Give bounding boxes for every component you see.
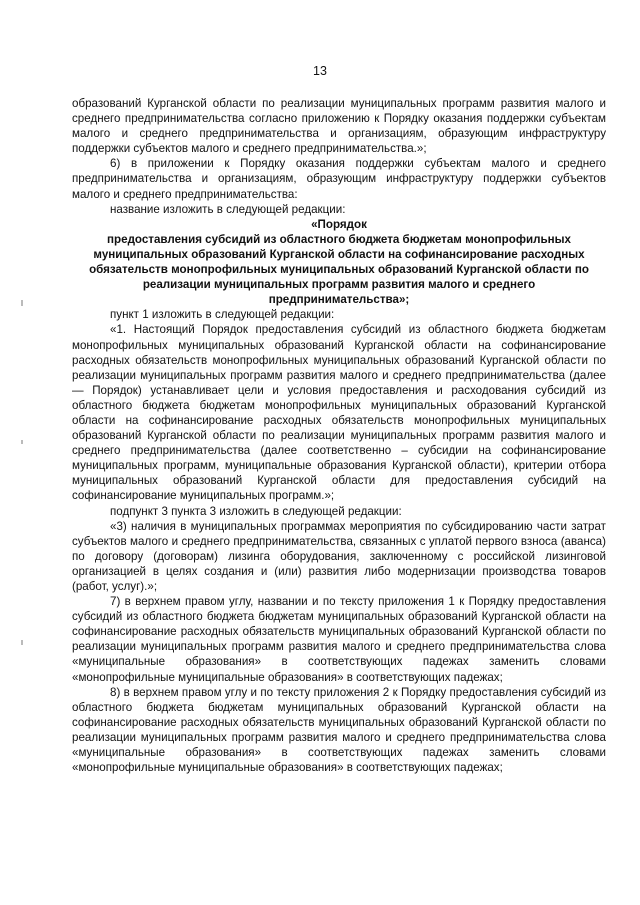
paragraph: 8) в верхнем правом углу и по тексту приложения 2 к Порядку предоставления субсидий из областного бюджета бюджетам муниципальных образований Курганской области на софинансирование расходных обязательств муниципальных образований Курганской области по реализации муниципальных программ развития малого и среднего предпринимательства слова «муниципальные образования» в соответствующих падежах заменить словами «монопрофильные муниципальные образования» в соответствующих падежах; (72, 685, 606, 775)
paragraph: 7) в верхнем правом углу, названии и по тексту приложения 1 к Порядку предоставления субсидий из областного бюджета бюджетам муниципальных образований Курганской области на софинансирование расходных обязательств муниципальных образований Курганской области по реализации муниципальных программ развития малого и среднего предпринимательства слова «муниципальные образования» в соответствующих падежах заменить словами «монопрофильные муниципальные образования» в соответствующих падежах; (72, 595, 606, 684)
section-heading-title: «Порядок (311, 217, 367, 231)
scan-mark (21, 440, 23, 444)
page-number: 13 (313, 64, 327, 78)
section-heading-subtitle: предоставления субсидий из областного бюджета бюджетам монопрофильных муниципальных образований Курганской области на софинансирование расходных обязательств монопрофильных муниципальных образований Курганской области по реализации муниципальных программ развития малого и среднего предпринимательства»; (89, 232, 589, 307)
paragraph: «1. Настоящий Порядок предоставления субсидий из областного бюджета бюджетам монопрофильных муниципальных образований Курганской области на софинансирование расходных обязательств монопрофильных муниципальных образований Курганской области по реализации муниципальных программ развития малого и среднего предпринимательства (далее — Порядок) устанавливает цели и условия предоставления и расходования субсидий из областного бюджета бюджетам монопрофильных муниципальных образований Курганской области на софинансирование расходных обязательств монопрофильных муниципальных образований Курганской области по реализации муниципальных программ развития малого и среднего предпринимательства (далее соответственно – субсидии на софинансирование муниципальных программ, муниципальные образования Курганской области), критерии отбора муниципальных образований Курганской области для предоставления субсидий на софинансирование муниципальных программ.»; (72, 323, 606, 503)
paragraph: пункт 1 изложить в следующей редакции: (110, 308, 335, 322)
scan-mark (21, 640, 23, 645)
scan-mark (21, 300, 23, 306)
paragraph: 6) в приложении к Порядку оказания поддержки субъектам малого и среднего предпринимательства и организациям, образующим инфраструктуру поддержки субъектов малого и среднего предпринимательства: (72, 157, 606, 201)
paragraph: образований Курганской области по реализации муниципальных программ развития малого и среднего предпринимательства согласно приложению к Порядку оказания поддержки субъектам малого и среднего предпринимательства и организациям, образующим инфраструктуру поддержки субъектов малого и среднего предпринимательства.»; (72, 97, 606, 156)
paragraph: подпункт 3 пункта 3 изложить в следующей редакции: (110, 504, 402, 518)
paragraph: «3) наличия в муниципальных программах мероприятия по субсидированию части затрат субъектов малого и среднего предпринимательства, связанных с уплатой первого взноса (аванса) по договору (договорам) лизинга оборудования, заключенному с российской лизинговой организацией в целях создания и (или) развития либо модернизации производства товаров (работ, услуг).»; (72, 519, 606, 593)
paragraph: название изложить в следующей редакции: (110, 202, 346, 216)
document-body (72, 96, 606, 775)
